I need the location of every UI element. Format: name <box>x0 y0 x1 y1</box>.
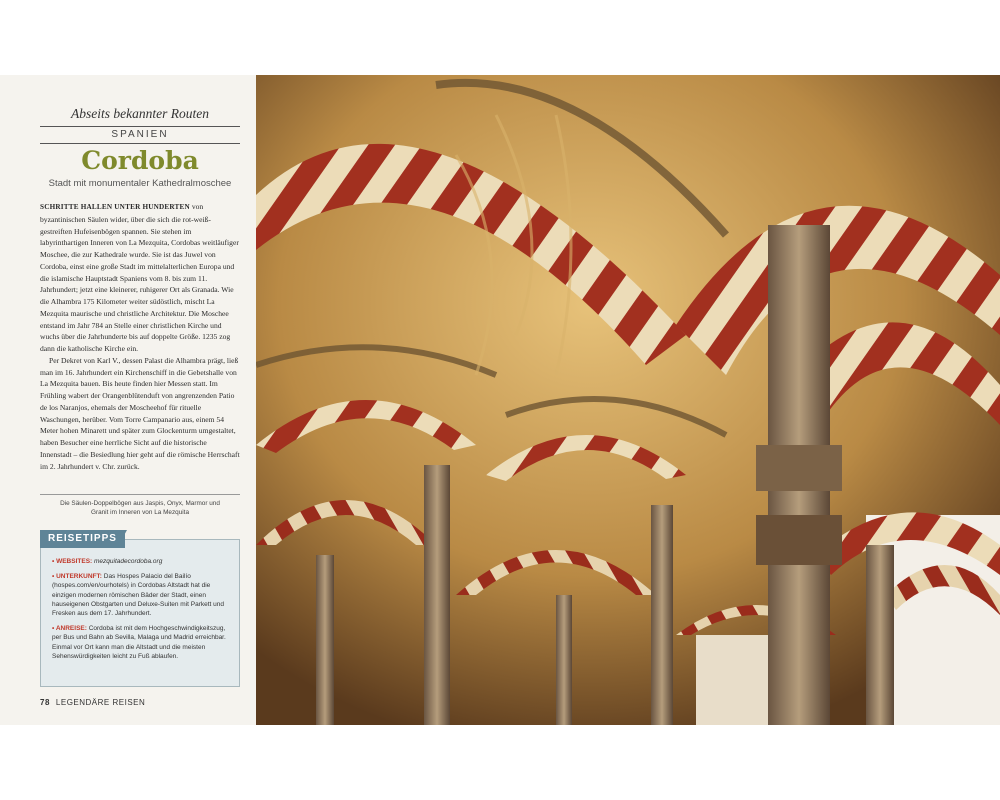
page-footer <box>40 698 240 707</box>
tip-item-anreise <box>52 624 232 661</box>
divider <box>40 494 240 495</box>
book-spread <box>0 75 1000 725</box>
arches-illustration <box>256 75 1000 725</box>
page-number: 78 <box>40 698 50 707</box>
article-body <box>40 201 240 472</box>
tips-title: REISETIPPS <box>40 530 125 548</box>
lead-in: SCHRITTE HALLEN UNTER HUNDERTEN <box>40 203 190 211</box>
divider <box>40 126 240 127</box>
tip-label: • UNTERKUNFT: <box>52 573 102 581</box>
tip-label: • ANREISE: <box>52 625 87 633</box>
tip-label: • WEBSITES: <box>52 558 93 565</box>
tip-text: Das Hospes Palacio del Bailío (hospes.com/en/ourhotels) in Cordobas Altstadt hat die einzigen modernen römischen Bäder der Stadt, einen hauseigenen Obstgarten und Deluxe-Suiten mit Parkett und Fresken aus dem 17. Jahrhundert. <box>52 573 224 618</box>
tip-item-websites <box>52 557 232 566</box>
mezquita-arches-photo <box>256 75 1000 725</box>
tips-list <box>52 557 232 667</box>
page-subtitle: Stadt mit monumentaler Kathedralmoschee <box>48 178 232 189</box>
tip-text: mezquitadecordoba.org <box>92 558 163 565</box>
photo-caption: Die Säulen-Doppelbögen aus Jaspis, Onyx, Marmor und Granit im Inneren von La Mezquita <box>60 500 220 516</box>
running-head: LEGENDÄRE REISEN <box>55 698 146 707</box>
paragraph-text: von byzantinischen Säulen wider, über die sich die rot-weiß-gestreiften Hufeisenbögen spannen. Sie stehen im labyrinthartigen Inneren von La Mezquita, Cordobas weitläufiger Moschee, die zur Kathedrale wurde. Sie ist das Juwel von Cordoba, einst eine große Stadt im mittelalterlichen Europa und die islamische Hauptstadt Spaniens vom 8. bis zum 11. Jahrhundert; jetzt eine kleinerer, ruhigerer Ort als Granada. Wie die Alhambra 175 Kilometer weiter südöstlich, mischt La Mezquita maurische und christliche Architektur. Die Moschee entstand im Jahr 784 an Stelle einer christlichen Kirche und wuchs über die Jahrhunderte bis auf doppelte Größe. 1235 zog dann die katholische Kirche ein. <box>40 202 239 353</box>
region-label: SPANIEN <box>111 129 169 140</box>
tip-item-unterkunft <box>52 572 232 618</box>
paragraph <box>40 201 240 355</box>
paragraph: Per Dekret von Karl V., dessen Palast die Alhambra prägt, ließ man im 16. Jahrhundert ein Kirchenschiff in die Gebetshalle von La Mezquita bauen. Bis heute finden hier Messen statt. Im Frühling wabert der Orangenblütenduft von angrenzenden Patio de los Naranjos, ehemals der Moscheehof für rituelle Waschungen, herüber. Vom Torre Campanario aus, einem 54 Meter hohen Minarett und später zum Glockenturm umgestaltet, haben Besucher eine herrliche Sicht auf die historische Innenstadt – die Besiedlung hier geht auf die römische Herrschaft im 2. Jahrhundert v. Chr. zurück. <box>40 355 240 471</box>
tip-text: Cordoba ist mit dem Hochgeschwindigkeitszug, per Bus und Bahn ab Sevilla, Malaga und Madrid erreichbar. Einmal vor Ort kann man die Altstadt und die meisten Sehenswürdigkeiten leicht zu Fuß ablaufen. <box>52 625 226 660</box>
section-kicker: Abseits bekannter Routen <box>71 106 209 121</box>
divider <box>40 143 240 144</box>
page-title: Cordoba <box>81 146 199 175</box>
tips-tab-notch <box>117 530 127 548</box>
